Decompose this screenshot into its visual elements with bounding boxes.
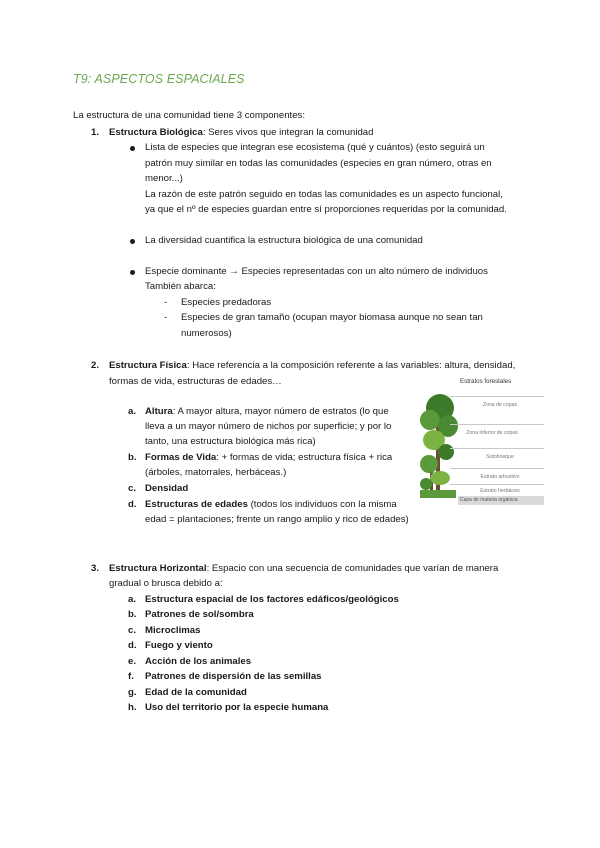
- figure-divider: [450, 484, 544, 485]
- dash-marker: -: [164, 297, 168, 308]
- bullet1-line4: La razón de este patrón seguido en todas las comunidades es un aspecto funcional,: [145, 189, 503, 200]
- item-a-line2: lleva a un mayor número de nichos por superficie; y por lo: [145, 421, 392, 432]
- section2-line: [109, 359, 515, 373]
- list-item-letter: e.: [128, 656, 137, 667]
- figure-bottom-band: [458, 496, 544, 505]
- figure-label: Estrato herbáceo: [480, 488, 520, 494]
- item-b-heading: Formas de Vida: [145, 452, 217, 463]
- bullet-marker: [130, 146, 135, 151]
- list-item-letter: h.: [128, 702, 137, 713]
- dash-marker: -: [164, 312, 168, 323]
- figure-title: Estratos forestales: [460, 378, 512, 385]
- list-item: Estructura espacial de los factores edáficos/geológicos: [145, 594, 399, 605]
- forest-strata-figure: [420, 378, 544, 506]
- section1-desc: : Seres vivos que integran la comunidad: [202, 127, 374, 138]
- item-c-letter: c.: [128, 483, 137, 494]
- item-a-letter: a.: [128, 406, 137, 417]
- bullet1-line1: Lista de especies que integran ese ecosistema (qué y cuántos) (esto seguirá un: [145, 142, 485, 153]
- section2-number: 2.: [91, 360, 100, 371]
- section2-line2: formas de vida, estructuras de edades…: [109, 376, 282, 387]
- section3-line2: gradual o brusca debido a:: [109, 578, 223, 589]
- figure-divider: [450, 448, 544, 449]
- section3-number: 3.: [91, 563, 100, 574]
- item-d-line1: [145, 498, 397, 512]
- section2-heading: Estructura Física: [109, 360, 187, 371]
- figure-bottom-label: Capa de materia orgánica: [460, 497, 518, 503]
- section1-number: 1.: [91, 127, 100, 138]
- figure-divider: [450, 424, 544, 425]
- figure-label: Zona de copas: [482, 402, 518, 408]
- section1-heading: Estructura Biológica: [109, 127, 203, 138]
- item-b-line2: (árboles, matorrales, herbáceas.): [145, 467, 287, 478]
- section2-desc: : Hace referencia a la composición referente a las variables: altura, densidad,: [186, 360, 516, 371]
- item-b-line1: [145, 451, 392, 465]
- intro-text: La estructura de una comunidad tiene 3 componentes:: [73, 110, 306, 121]
- section3-heading: Estructura Horizontal: [109, 563, 207, 574]
- bullet1-line2: patrón muy similar en todas las comunidades (especies en gran número, otras en: [145, 158, 492, 169]
- sub2-line2: numerosos): [181, 328, 232, 339]
- item-c-heading: Densidad: [145, 483, 189, 494]
- bullet2-text: La diversidad cuantifica la estructura biológica de una comunidad: [145, 235, 423, 246]
- section1-line: [109, 126, 373, 140]
- bullet1-line3: menor...): [145, 173, 183, 184]
- list-item: Patrones de sol/sombra: [145, 609, 254, 620]
- list-item-letter: d.: [128, 640, 137, 651]
- item-a-text: : A mayor altura, mayor número de estratos (lo que: [172, 406, 389, 417]
- bullet3-line1: Especie dominante → Especies representadas con un alto número de individuos: [145, 266, 488, 277]
- list-item: Edad de la comunidad: [145, 687, 247, 698]
- item-a-heading: Altura: [145, 406, 173, 417]
- item-a-line1: [145, 405, 389, 419]
- list-item: Patrones de dispersión de las semillas: [145, 671, 322, 682]
- figure-label: Zona inferior de copas: [466, 430, 518, 436]
- item-d-line2: edad = plantaciones; frente un rango amplio y rico de edades): [145, 514, 409, 525]
- list-item-letter: g.: [128, 687, 137, 698]
- item-b-text: : + formas de vida; estructura física + rica: [216, 452, 393, 463]
- list-item: Fuego y viento: [145, 640, 213, 651]
- item-d-text: (todos los individuos con la misma: [247, 499, 397, 510]
- item-d-heading: Estructuras de edades: [145, 499, 248, 510]
- list-item-letter: f.: [128, 671, 134, 682]
- list-item-letter: b.: [128, 609, 137, 620]
- item-a-line3: tanto, una estructura biológica más rica): [145, 436, 316, 447]
- figure-divider: [450, 468, 544, 469]
- list-item: Microclimas: [145, 625, 201, 636]
- bullet-marker: [130, 239, 135, 244]
- bullet1-line5: ya que el nº de especies guardan entre sí proporciones requeridas por la comunidad.: [145, 204, 507, 215]
- item-d-letter: d.: [128, 499, 137, 510]
- figure-divider: [450, 396, 544, 397]
- section3-desc: : Espacio con una secuencia de comunidades que varían de manera: [206, 563, 499, 574]
- page-title: T9: ASPECTOS ESPACIALES: [73, 72, 245, 86]
- figure-label: Estrato arbustivo: [480, 474, 520, 480]
- sub1-text: Especies predadoras: [181, 297, 272, 308]
- tree-illustration: [420, 378, 544, 506]
- item-b-letter: b.: [128, 452, 137, 463]
- list-item: Acción de los animales: [145, 656, 252, 667]
- bullet-marker: [130, 270, 135, 275]
- bullet3-line2: También abarca:: [145, 281, 216, 292]
- figure-label: Sotobosque: [486, 454, 514, 460]
- sub2-line1: Especies de gran tamaño (ocupan mayor biomasa aunque no sean tan: [181, 312, 483, 323]
- list-item-letter: a.: [128, 594, 137, 605]
- section3-line: [109, 562, 498, 576]
- list-item-letter: c.: [128, 625, 137, 636]
- list-item: Uso del territorio por la especie humana: [145, 702, 329, 713]
